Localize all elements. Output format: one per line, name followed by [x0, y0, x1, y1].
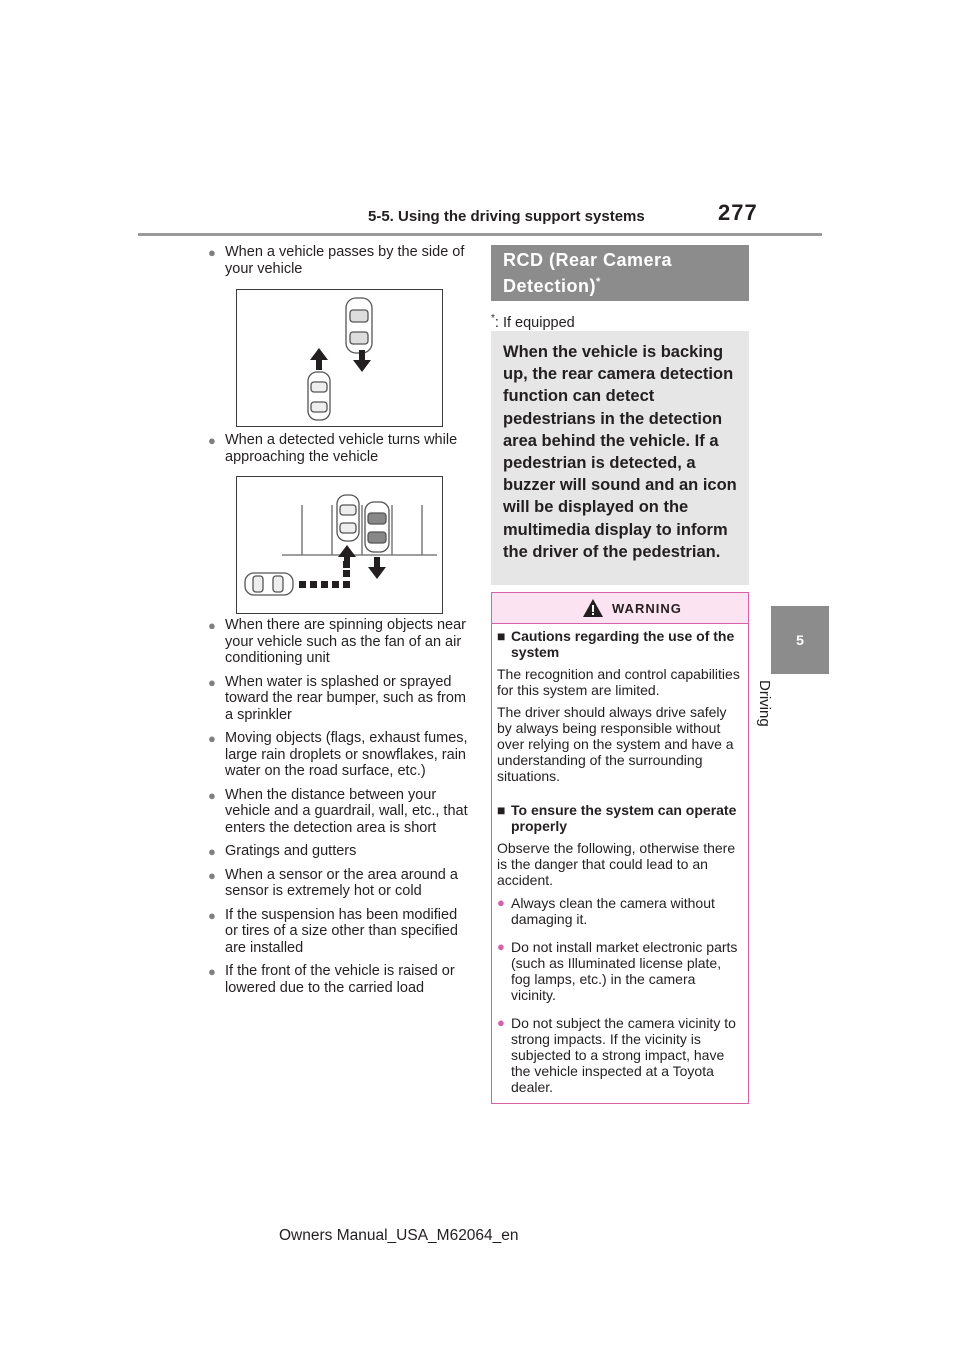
warning-subheading: ■ To ensure the system can operate properly — [497, 802, 737, 834]
bullet-icon: ● — [208, 433, 216, 448]
list-item: ● Moving objects (flags, exhaust fumes, large rain droplets or snowflakes, rain water on the road surface, etc.) — [208, 730, 468, 779]
list-item: ● If the front of the vehicle is raised or lowered due to the carried load — [208, 963, 455, 996]
bullet-icon: ● — [497, 1015, 505, 1030]
warning-subheading: ■ Cautions regarding the use of the system — [497, 628, 735, 660]
square-bullet-icon: ■ — [497, 802, 506, 818]
arrow-down-icon — [368, 557, 386, 579]
list-item: ● When the distance between your vehicle and a guardrail, wall, etc., that enters the detection area is short — [208, 786, 468, 836]
list-item: ● When a vehicle passes by the side of your vehicle — [208, 244, 465, 277]
section-title: 5-5. Using the driving support systems — [368, 208, 645, 225]
bullet-icon: ● — [208, 618, 216, 633]
page-number: 277 — [718, 200, 758, 225]
arrow-up-icon — [338, 545, 356, 561]
warning-list-item: ● Do not subject the camera vicinity to strong impacts. If the vicinity is subjected to a strong impact, have the vehicle inspected at a Toyota dealer. — [497, 1015, 736, 1095]
bullet-icon: ● — [208, 245, 216, 260]
bullet-icon: ● — [208, 731, 216, 746]
header-divider — [138, 233, 822, 236]
bullet-icon: ● — [208, 674, 216, 690]
bullet-icon: ● — [497, 895, 505, 910]
list-item: ● When a detected vehicle turns while approaching the vehicle — [208, 432, 458, 465]
warning-list-item: ● Do not install market electronic parts (such as Illuminated license plate, fog lamps, etc.) in the camera vicinity. — [497, 939, 738, 1003]
bullet-icon: ● — [208, 907, 216, 923]
conditions-list — [208, 617, 470, 1003]
figure-vehicle-passing — [236, 289, 443, 427]
bullet-icon: ● — [208, 964, 216, 979]
warning-list-item: ● Always clean the camera without damaging it. — [497, 895, 715, 927]
list-item: ● When water is splashed or sprayed toward the rear bumper, such as from a sprinkler — [208, 673, 466, 723]
square-bullet-icon: ■ — [497, 628, 506, 644]
list-item: ● Gratings and gutters — [208, 843, 357, 859]
chapter-tab-number[interactable]: 5 — [771, 606, 829, 674]
warning-paragraph: The driver should always drive safely by always being responsible without over relying on the system and have a understanding of the surrounding situations. — [497, 704, 734, 784]
footer-doc-id: Owners Manual_USA_M62064_en — [279, 1227, 519, 1244]
warning-header — [492, 593, 748, 624]
bullet-icon: ● — [208, 844, 216, 859]
bullet-icon: ● — [497, 939, 505, 954]
warning-triangle-icon — [582, 598, 604, 618]
list-item: ● When a sensor or the area around a sensor is extremely hot or cold — [208, 866, 458, 899]
chapter-tab-label: Driving — [756, 680, 773, 727]
warning-title: WARNING — [612, 601, 682, 616]
rcd-intro: When the vehicle is backing up, the rear camera detection function can detect pedestrians in the detection area behind the vehicle. If a pedestrian is detected, a buzzer will sound and an icon will be displayed on the multimedia display to inform the driver of the pedestrian. — [491, 331, 749, 585]
arrow-up-icon — [310, 348, 328, 370]
bullet-icon: ● — [208, 867, 216, 883]
bullet-icon: ● — [208, 787, 216, 803]
equipment-footnote: *: If equipped — [491, 313, 575, 331]
list-item: ● When there are spinning objects near your vehicle such as the fan of an air conditioning unit — [208, 617, 467, 666]
figure-vehicle-turning — [236, 476, 443, 614]
warning-paragraph: Observe the following, otherwise there is the danger that could lead to an accident. — [497, 840, 736, 888]
rcd-heading: RCD (Rear Camera Detection)* — [491, 245, 749, 301]
warning-box — [491, 592, 749, 1104]
warning-paragraph: The recognition and control capabilities for this system are limited. — [497, 666, 740, 698]
list-item: ● If the suspension has been modified or tires of a size other than specified are installed — [208, 906, 458, 956]
